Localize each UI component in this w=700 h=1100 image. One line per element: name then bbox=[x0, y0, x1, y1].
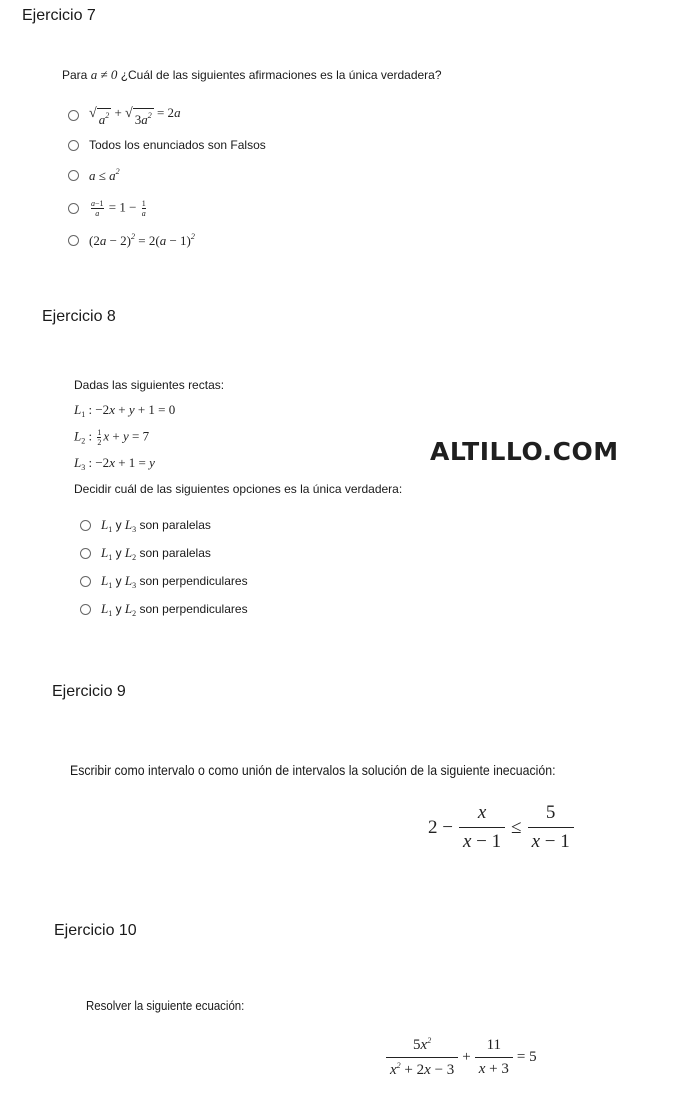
radio-icon[interactable] bbox=[80, 520, 91, 531]
ex8-option-3-label: $L_1$ y $L_3$ son perpendiculares bbox=[101, 573, 248, 590]
ex8-line-l1: $L_1$ : −2x + y + 1 = 0 bbox=[74, 402, 176, 419]
ex7-option-5[interactable] bbox=[68, 232, 195, 249]
ex8-heading: Ejercicio 8 bbox=[42, 308, 116, 325]
ex8-intro: Dadas las siguientes rectas: bbox=[74, 378, 225, 392]
ex7-prompt-cond: a ≠ 0 bbox=[90, 67, 118, 82]
ex8-option-2-label: $L_1$ y $L_2$ son paralelas bbox=[101, 545, 211, 562]
ex9-heading: Ejercicio 9 bbox=[52, 683, 126, 700]
ex8-option-2[interactable] bbox=[80, 545, 211, 562]
ex7-prompt-text: ¿Cuál de las siguientes afirmaciones es la única verdadera? bbox=[120, 68, 442, 82]
ex7-option-2[interactable] bbox=[68, 138, 266, 152]
ex7-option-2-label: Todos los enunciados son Falsos bbox=[89, 138, 266, 152]
ex7-option-4-formula: $\frac{a-1}{a}$ = 1 − $\frac{1}{a}$ bbox=[91, 199, 146, 218]
ex8-line-l2: $L_2$ : $\frac{1}{2}$ x + y = 7 bbox=[74, 428, 150, 447]
ex7-option-3-formula: $a \le a^2$ bbox=[89, 167, 120, 183]
ex10-prompt: Resolver la siguiente ecuación: bbox=[86, 998, 245, 1013]
ex8-option-1-label: $L_1$ y $L_3$ son paralelas bbox=[101, 517, 211, 534]
ex8-line-l3: $L_3$ : −2x + 1 = y bbox=[74, 455, 155, 472]
ex8-question: Decidir cuál de las siguientes opciones es la única verdadera: bbox=[74, 482, 403, 496]
radio-icon[interactable] bbox=[68, 110, 79, 121]
ex7-prompt bbox=[62, 67, 442, 83]
radio-icon[interactable] bbox=[80, 604, 91, 615]
ex7-option-1[interactable] bbox=[68, 105, 181, 126]
ex9-inequality: 2 − $\frac{x}{x - 1}$ ≤ $\frac{5}{x - 1}$ bbox=[428, 802, 580, 853]
ex8-option-4[interactable] bbox=[80, 601, 248, 618]
ex8-option-4-label: $L_1$ y $L_2$ son perpendiculares bbox=[101, 601, 248, 618]
ex7-option-4[interactable] bbox=[68, 199, 148, 218]
ex7-option-3[interactable] bbox=[68, 167, 120, 184]
ex8-option-1[interactable] bbox=[80, 517, 211, 534]
radio-icon[interactable] bbox=[68, 170, 79, 181]
radio-icon[interactable] bbox=[80, 576, 91, 587]
ex10-heading: Ejercicio 10 bbox=[54, 922, 137, 939]
radio-icon[interactable] bbox=[68, 235, 79, 246]
radio-icon[interactable] bbox=[68, 140, 79, 151]
ex7-option-1-formula: √ $a^2$ + √ $3a^2$ = 2a bbox=[89, 105, 181, 127]
radio-icon[interactable] bbox=[80, 548, 91, 559]
ex7-heading: Ejercicio 7 bbox=[22, 7, 96, 24]
ex8-option-3[interactable] bbox=[80, 573, 248, 590]
radio-icon[interactable] bbox=[68, 203, 79, 214]
altillo-watermark: ALTILLO.COM bbox=[430, 437, 619, 466]
ex7-option-5-formula: $(2a - 2)^2 = 2(a - 1)^2$ bbox=[89, 232, 195, 248]
ex9-prompt: Escribir como intervalo o como unión de intervalos la solución de la siguiente inecuación: bbox=[70, 762, 556, 778]
ex7-prompt-pre: Para bbox=[62, 68, 88, 82]
ex10-equation: $\frac{5x^2}{x^2 + 2x - 3}$ + $\frac{11}{x + 3}$ = 5 bbox=[386, 1036, 537, 1079]
